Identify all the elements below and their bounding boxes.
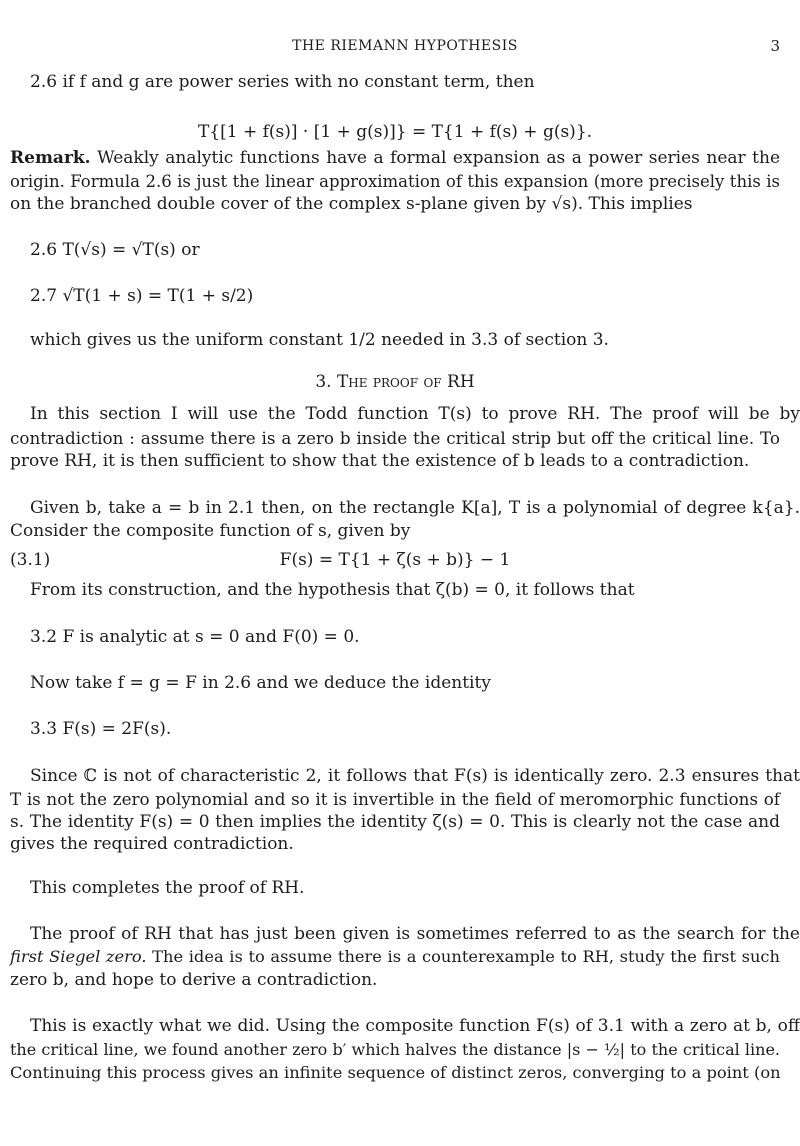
- remark-line-2: origin. Formula 2.6 is just the linear approximation of this expansion (more precisely this is: [10, 172, 780, 191]
- para-3-line-2: T is not the zero polynomial and so it is invertible in the field of meromorphic functions of: [10, 789, 780, 809]
- statement-3-2: 3.2 F is analytic at s = 0 and F(0) = 0.: [30, 627, 360, 647]
- para-2-line-1: Given b, take a = b in 2.1 then, on the rectangle K[a], T is a polynomial of degree k{a}.: [30, 498, 800, 518]
- equation-3-1: F(s) = T{1 + ζ(s + b)} − 1: [279, 550, 511, 570]
- para-3-line-4: gives the required contradiction.: [10, 834, 294, 854]
- para-5-line-2: [10, 945, 780, 969]
- completion-line: This completes the proof of RH.: [30, 878, 305, 898]
- para-6-line-3: Continuing this process gives an infinite sequence of distinct zeros, converging to a point (on: [10, 1063, 781, 1082]
- formula-2-6-sqrt: 2.6 T(√s) = √T(s) or: [30, 240, 200, 260]
- para-5-line-3: zero b, and hope to derive a contradiction.: [10, 970, 378, 990]
- remark-line-3: on the branched double cover of the complex s-plane given by √s). This implies: [10, 194, 693, 214]
- para-5-line-2-text: The idea is to assume there is a counterexample to RH, study the first such: [152, 947, 780, 966]
- item-2-6-intro: 2.6 if f and g are power series with no constant term, then: [30, 72, 535, 92]
- equation-2-6: T{[1 + f(s)] · [1 + g(s)]} = T{1 + f(s) + g(s)}.: [197, 122, 593, 142]
- para-3-line-1: Since ℂ is not of characteristic 2, it follows that F(s) is identically zero. 2.3 ensures that: [30, 766, 800, 786]
- paper-page: [10, 0, 800, 1146]
- running-header-title: THE RIEMANN HYPOTHESIS: [292, 38, 518, 54]
- para-5-line-1: The proof of RH that has just been given is sometimes referred to as the search for the: [30, 924, 800, 944]
- para-2-line-3: From its construction, and the hypothesis that ζ(b) = 0, it follows that: [30, 580, 635, 600]
- siegel-zero-term: first Siegel zero.: [10, 947, 147, 966]
- para-6-line-2: the critical line, we found another zero b′ which halves the distance |s − ½| to the critical line.: [10, 1040, 780, 1059]
- remark-label: Remark.: [10, 148, 91, 168]
- para-1-line-2: contradiction : assume there is a zero b inside the critical strip but off the critical line. To: [10, 428, 780, 448]
- para-6-line-1: This is exactly what we did. Using the composite function F(s) of 3.1 with a zero at b, off: [30, 1016, 800, 1036]
- equation-3-1-label: (3.1): [10, 550, 51, 570]
- page-number: 3: [770, 37, 780, 55]
- para-2-line-2: Consider the composite function of s, given by: [10, 521, 411, 541]
- section-title: 3. The proof of RH: [315, 372, 475, 392]
- take-f-g-line: Now take f = g = F in 2.6 and we deduce the identity: [30, 673, 491, 693]
- remark-text: Weakly analytic functions have a formal expansion as a power series near the: [97, 148, 780, 168]
- para-3-line-3: s. The identity F(s) = 0 then implies the identity ζ(s) = 0. This is clearly not the case and: [10, 812, 780, 832]
- remark-line-1: [10, 146, 780, 170]
- uniform-constant-line: which gives us the uniform constant 1/2 needed in 3.3 of section 3.: [30, 330, 609, 350]
- formula-2-7: 2.7 √T(1 + s) = T(1 + s/2): [30, 286, 254, 306]
- para-1-line-1: In this section I will use the Todd function T(s) to prove RH. The proof will be by: [30, 404, 800, 424]
- identity-3-3: 3.3 F(s) = 2F(s).: [30, 719, 172, 739]
- para-1-line-3: prove RH, it is then sufficient to show that the existence of b leads to a contradiction.: [10, 451, 750, 471]
